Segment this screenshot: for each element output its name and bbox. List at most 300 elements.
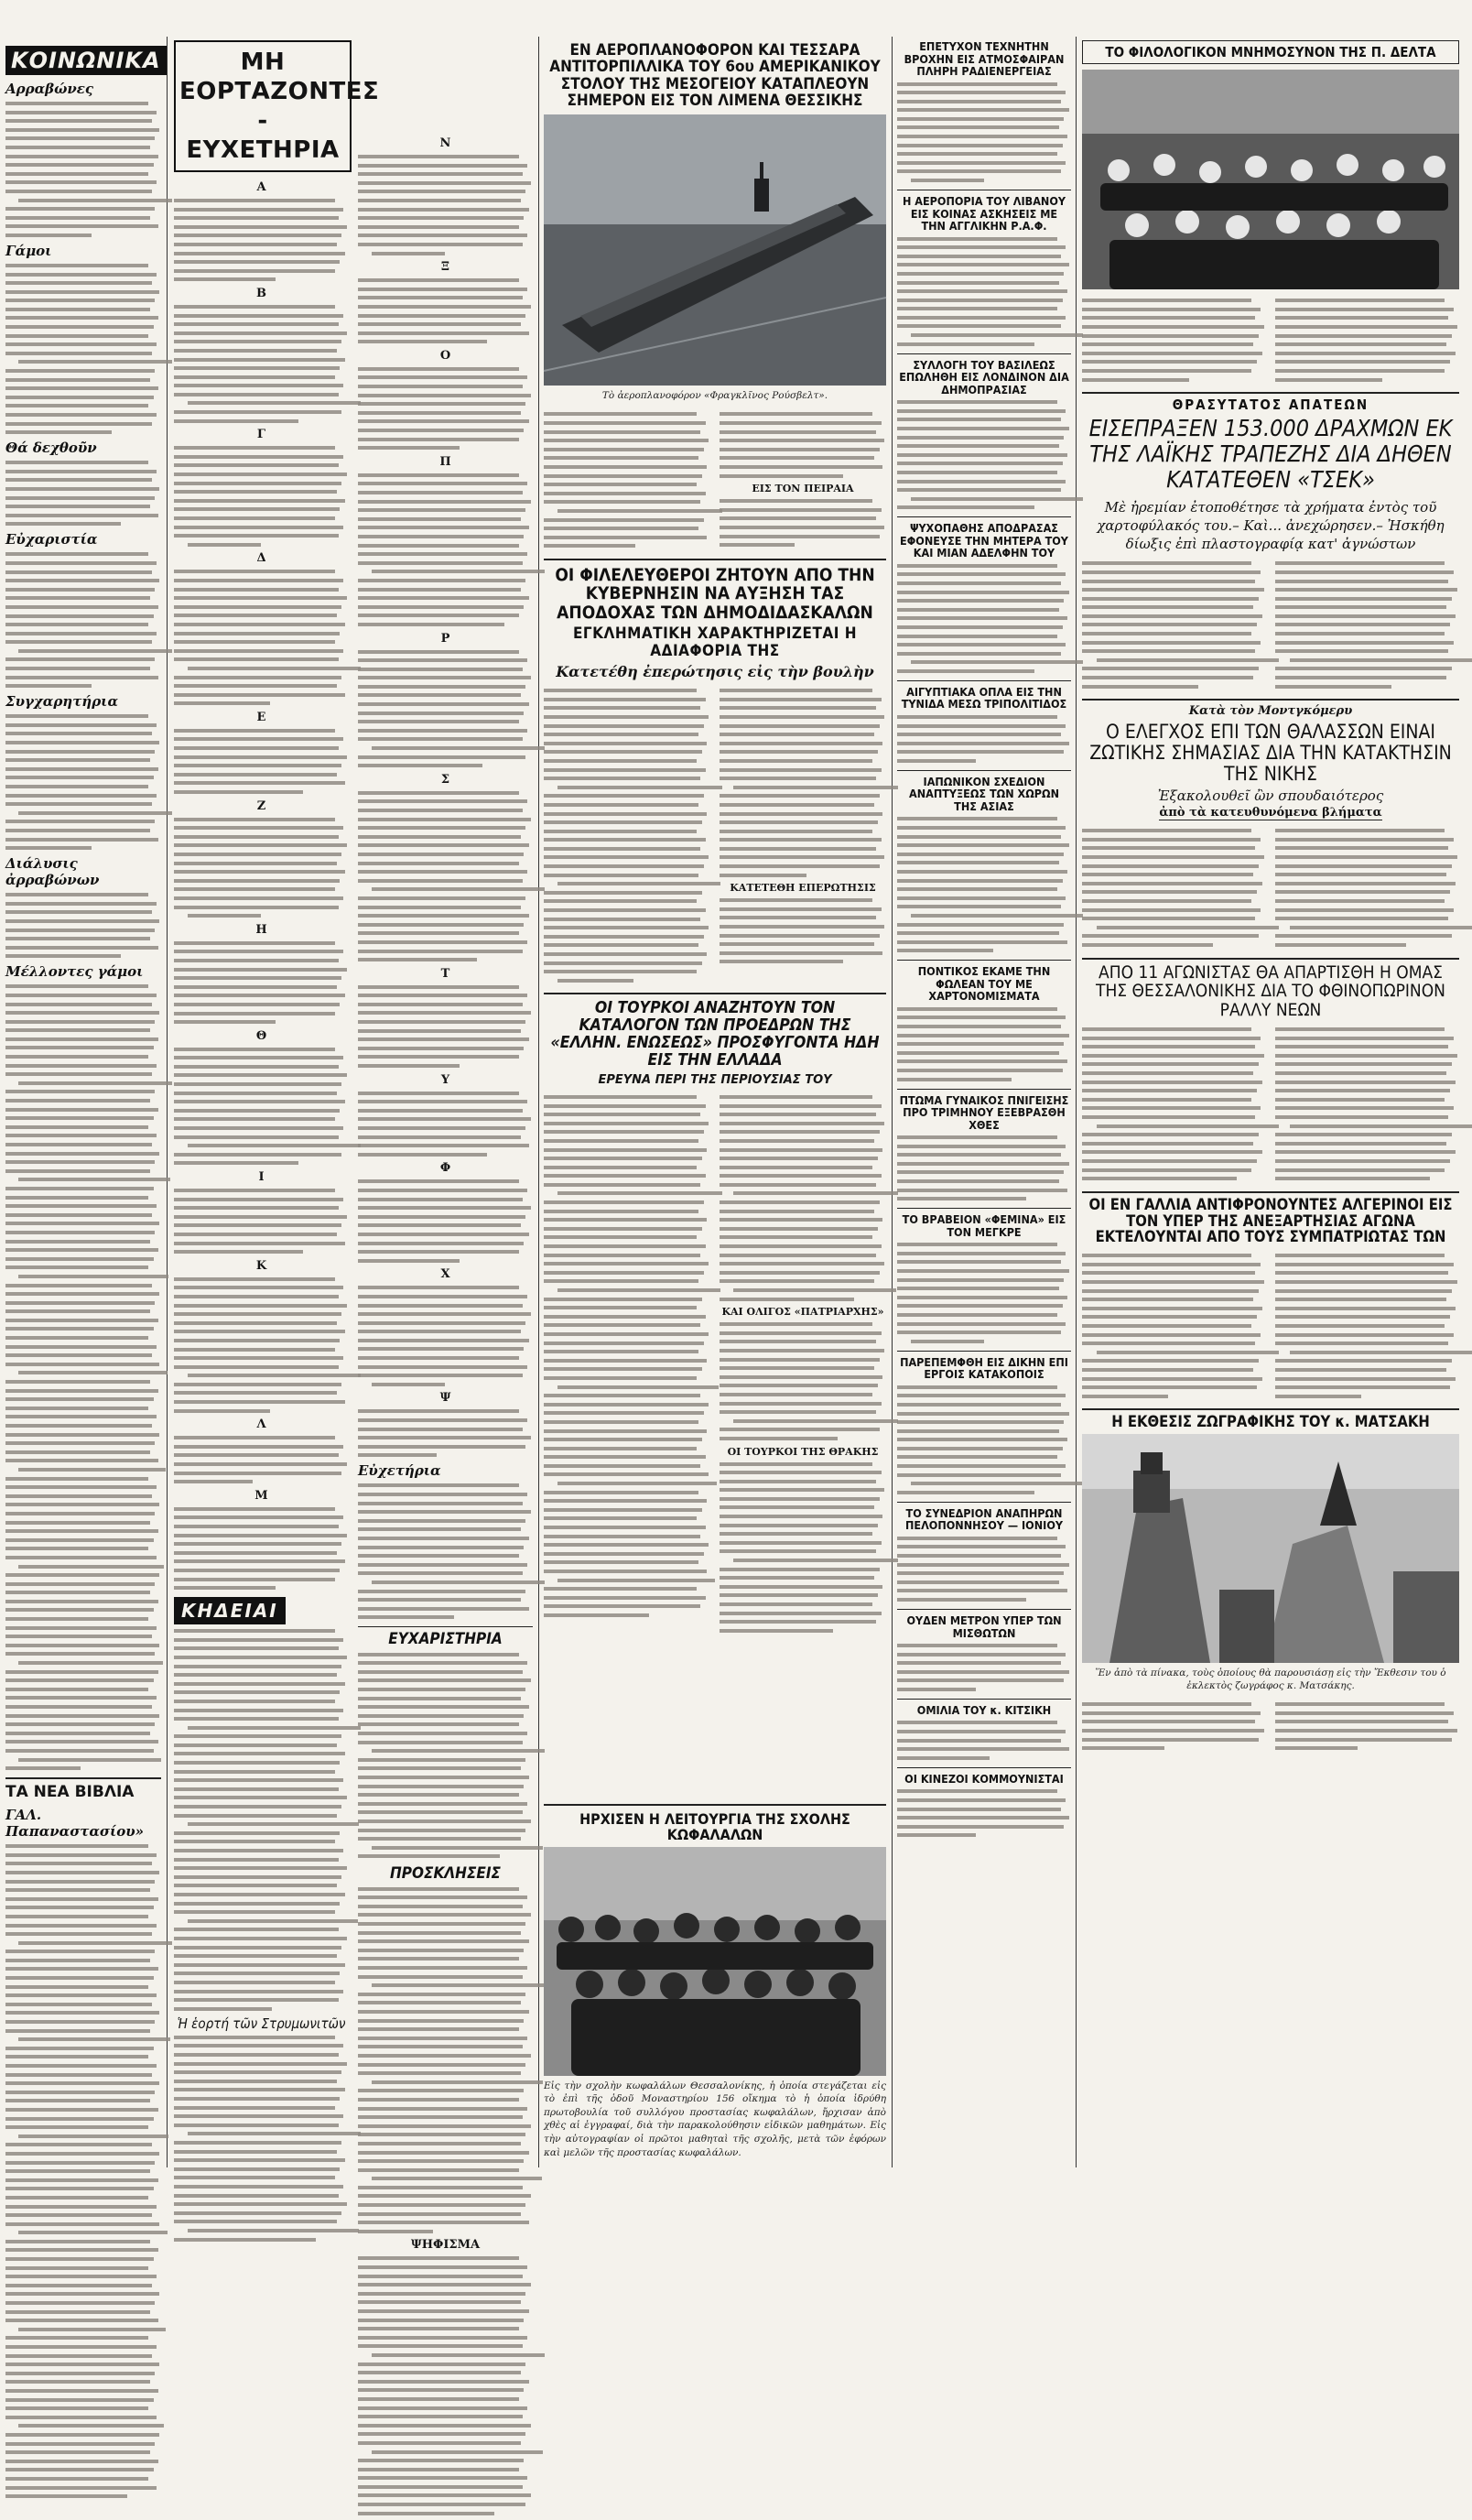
text-line xyxy=(5,119,152,123)
text-line xyxy=(5,2486,157,2490)
text-line xyxy=(897,505,1034,509)
text-line xyxy=(174,216,339,220)
text-line xyxy=(1275,299,1445,302)
text-line xyxy=(358,1436,531,1439)
text-line xyxy=(897,272,1064,276)
text-line xyxy=(174,1831,340,1835)
text-line xyxy=(358,305,531,309)
text-line xyxy=(720,499,872,503)
text-line xyxy=(358,685,525,689)
text-line xyxy=(174,959,339,962)
text-line xyxy=(358,2319,524,2322)
text-lines xyxy=(897,82,1071,183)
text-line xyxy=(897,100,1061,103)
text-line xyxy=(5,1714,159,1718)
text-line xyxy=(1082,588,1264,592)
text-lines xyxy=(5,264,161,434)
text-line xyxy=(358,1741,523,1744)
text-line xyxy=(5,180,157,184)
text-line xyxy=(358,835,521,839)
text-line xyxy=(1082,308,1261,311)
text-line xyxy=(358,2168,519,2172)
text-line xyxy=(544,1499,707,1503)
text-line xyxy=(5,588,155,592)
text-line xyxy=(720,733,874,736)
text-line xyxy=(174,1073,347,1077)
text-line xyxy=(372,2353,545,2357)
text-line xyxy=(5,264,148,267)
text-line xyxy=(18,811,172,815)
brief-headline: ΕΠΕΤΥΧΟΝ ΤΕΧΝΗΤΗΝ ΒΡΟΧΗΝ ΕΙΣ ΑΤΜΟΣΦΑΙΡΑΝ ΠΛΗΡΗ ΡΑΔΙΕΝΕΡΓΕΙΑΣ xyxy=(904,39,1065,78)
text-line xyxy=(1082,943,1213,947)
text-line xyxy=(174,1065,339,1069)
text-line xyxy=(1275,1720,1448,1723)
text-line xyxy=(174,1048,335,1051)
painting-caption: Ἕν ἀπὸ τὰ πίνακα, τοὺς ὁποίους θὰ παρουσιάσῃ εἰς τὴν Ἔκθεσιν του ὁ ἐκλεκτὸς ζωγράφος κ. Ματσάκης. xyxy=(1095,1667,1446,1692)
text-line xyxy=(174,1690,340,1694)
text-line xyxy=(5,396,154,399)
text-line xyxy=(720,1488,884,1492)
algeria-left-text xyxy=(1082,1249,1266,1403)
text-line xyxy=(1275,667,1452,670)
text-line xyxy=(358,1554,519,1558)
algeria-right-text xyxy=(1275,1249,1459,1403)
text-line xyxy=(188,914,261,918)
text-line xyxy=(544,1420,698,1424)
text-line xyxy=(544,855,709,859)
text-line xyxy=(897,263,1069,266)
text-line xyxy=(897,307,1057,310)
text-line xyxy=(897,724,1066,728)
text-line xyxy=(188,1919,357,1923)
text-line xyxy=(174,1348,335,1352)
text-line xyxy=(1082,890,1257,894)
letter-heading: Ο xyxy=(439,348,451,363)
text-line xyxy=(5,216,150,220)
text-line xyxy=(1275,1062,1452,1066)
text-line xyxy=(544,830,697,833)
seas-sub1: Ἐξακολουθεῖ ὢν σπουδαιότερος xyxy=(1157,788,1384,805)
text-line xyxy=(5,2099,150,2102)
text-line xyxy=(544,750,702,754)
text-line xyxy=(174,843,347,847)
text-lines xyxy=(358,2256,533,2515)
text-line xyxy=(544,1244,706,1248)
text-line xyxy=(174,463,339,467)
text-line xyxy=(720,1166,872,1169)
text-line xyxy=(358,508,525,512)
text-line xyxy=(174,1569,340,1572)
text-line xyxy=(1275,1341,1448,1345)
text-line xyxy=(174,764,341,767)
text-line xyxy=(5,614,154,618)
text-line xyxy=(544,1560,698,1564)
text-lines xyxy=(358,1179,533,1262)
text-line xyxy=(5,1670,158,1674)
text-line xyxy=(5,758,150,762)
text-line xyxy=(5,2442,155,2446)
text-line xyxy=(174,1525,339,1528)
text-line xyxy=(5,1591,150,1594)
text-line xyxy=(1290,1351,1472,1354)
text-line xyxy=(720,907,882,911)
letter-heading: Ψ xyxy=(439,1391,451,1406)
text-line xyxy=(720,1428,880,1431)
text-line xyxy=(544,536,707,539)
text-lines xyxy=(1275,1702,1459,1750)
column-rule xyxy=(1076,37,1077,2167)
text-line xyxy=(5,2380,150,2384)
text-line xyxy=(5,2389,158,2393)
text-line xyxy=(358,2441,521,2445)
text-line xyxy=(358,2327,519,2330)
letter-heading: Φ xyxy=(439,1161,451,1176)
painting-body xyxy=(1082,1698,1459,1755)
text-line xyxy=(544,970,697,973)
painting-right-text xyxy=(1275,1698,1459,1755)
text-line xyxy=(174,1840,335,1843)
text-line xyxy=(358,2300,521,2304)
text-line xyxy=(358,1993,525,1996)
memorial-photo xyxy=(1082,70,1459,289)
text-line xyxy=(557,1579,716,1582)
text-line xyxy=(358,1003,523,1006)
text-line xyxy=(174,225,347,229)
text-line xyxy=(720,759,872,763)
text-line xyxy=(358,693,521,697)
text-line xyxy=(174,1875,341,1879)
patriarch-text xyxy=(720,1322,886,1440)
text-line xyxy=(358,296,523,299)
text-line xyxy=(358,668,523,671)
algeria-headline: ΟΙ ΕΝ ΓΑΛΛΙΑ ΑΝΤΙΦΡΟΝΟΥΝΤΕΣ ΑΛΓΕΡΙΝΟΙ ΕΙΣ ΤΟΝ ΥΠΕΡ ΤΗΣ ΑΝΕΞΑΡΤΗΣΙΑΣ ΑΓΩΝΑ ΕΚΤΕΛΟΥΝΤΑΙ ΑΠΟ ΤΟΥΣ ΣΥΜΠΑΤΡΙΩΤΑΣ ΤΩΝ xyxy=(1088,1195,1453,1246)
text-line xyxy=(358,1493,527,1496)
text-line xyxy=(174,2202,347,2206)
text-line xyxy=(5,325,154,329)
text-line xyxy=(174,896,343,900)
text-line xyxy=(544,1526,706,1529)
text-line xyxy=(358,1020,525,1024)
text-line xyxy=(1275,1738,1452,1742)
text-line xyxy=(358,2424,531,2428)
text-line xyxy=(5,2073,152,2077)
letter-heading: Κ xyxy=(255,1258,267,1273)
text-line xyxy=(5,2143,152,2146)
text-line xyxy=(174,1787,339,1791)
text-line xyxy=(720,803,874,807)
text-line xyxy=(897,1287,1059,1290)
text-line xyxy=(544,1367,702,1371)
text-line xyxy=(897,1145,1066,1148)
patriarch-subheading: ΚΑΙ ΟΛΙΓΟΣ «ΠΑΤΡΙΑΡΧΗΣ» xyxy=(721,1306,884,1319)
text-line xyxy=(174,455,343,459)
text-line xyxy=(5,2310,150,2314)
text-line xyxy=(358,1126,525,1130)
text-line xyxy=(174,746,339,750)
brief-headline: ΟΥΔΕΝ ΜΕΤΡΟΝ ΥΠΕΡ ΤΩΝ ΜΙΣΘΩΤΩΝ xyxy=(897,1609,1071,1639)
text-line xyxy=(1275,1307,1456,1310)
text-line xyxy=(358,1092,519,1095)
text-line xyxy=(1082,1324,1251,1328)
text-line xyxy=(358,2142,521,2145)
text-line xyxy=(5,1993,157,1997)
text-line xyxy=(5,378,150,382)
text-line xyxy=(358,906,521,909)
teachers-right xyxy=(720,684,886,987)
text-line xyxy=(720,1104,882,1108)
school-photo xyxy=(544,1847,886,2076)
text-line xyxy=(174,1233,337,1236)
books-body xyxy=(5,1844,161,2498)
text-line xyxy=(174,1778,343,1782)
text-line xyxy=(720,1298,854,1301)
text-line xyxy=(174,1700,335,1703)
text-line xyxy=(1275,855,1457,859)
text-line xyxy=(1082,352,1262,355)
text-line xyxy=(5,207,155,211)
text-line xyxy=(5,2468,154,2471)
text-line xyxy=(358,1259,460,1263)
text-line xyxy=(1275,570,1454,574)
text-line xyxy=(358,544,519,548)
text-line xyxy=(720,742,882,745)
text-line xyxy=(174,1805,341,1809)
text-line xyxy=(174,472,347,476)
social-section-heading: Μέλλοντες γάμοι xyxy=(5,963,144,981)
turks-right xyxy=(720,1091,886,1637)
text-line xyxy=(911,497,1083,501)
text-lines xyxy=(5,552,161,688)
text-line xyxy=(358,711,524,715)
text-line xyxy=(174,1963,345,1967)
text-line xyxy=(1082,369,1251,373)
text-line xyxy=(18,1941,172,1945)
turks-headline: ΟΙ ΤΟΥΡΚΟΙ ΑΝΑΖΗΤΟΥΝ ΤΟΝ ΚΑΤΑΛΟΓΟΝ ΤΩΝ ΠΡΟΕΔΡΩΝ ΤΗΣ «ΕΛΛΗΝ. ΕΝΩΣΕΩΣ» ΠΡΟΣΦΥΓΟΝΤΑ ΗΔΗ ΕΙΣ ΤΗΝ ΕΛΛΑΔΑ xyxy=(550,999,880,1070)
text-line xyxy=(358,367,519,371)
text-line xyxy=(1082,1333,1261,1337)
text-line xyxy=(174,1082,341,1086)
text-line xyxy=(720,812,882,816)
text-line xyxy=(1275,1263,1454,1266)
text-line xyxy=(5,1897,158,1901)
text-line xyxy=(897,896,1066,900)
text-line xyxy=(544,456,698,460)
celebrations-left-list xyxy=(174,176,349,2520)
text-line xyxy=(358,1957,519,1961)
text-line xyxy=(358,940,527,944)
text-line xyxy=(1082,1168,1251,1172)
text-line xyxy=(5,1345,157,1349)
text-line xyxy=(897,1042,1064,1046)
text-line xyxy=(897,400,1057,404)
piraeus-subheading: ΕΙΣ ΤΟΝ ΠΕΙΡΑΙΑ xyxy=(752,483,854,495)
text-line xyxy=(5,776,154,779)
text-line xyxy=(174,588,339,592)
text-line xyxy=(174,1330,345,1333)
text-line xyxy=(358,1819,531,1823)
text-line xyxy=(5,2336,148,2340)
text-line xyxy=(1275,1254,1445,1257)
text-line xyxy=(358,1117,531,1121)
text-line xyxy=(174,2141,341,2145)
text-line xyxy=(720,1148,882,1152)
text-lines xyxy=(5,1844,161,2498)
text-line xyxy=(544,847,700,851)
text-line xyxy=(897,750,1064,754)
text-line xyxy=(5,1985,148,1989)
text-line xyxy=(358,1428,523,1431)
letter-heading: Ι xyxy=(258,1170,265,1184)
text-line xyxy=(5,2187,154,2190)
text-line xyxy=(358,1966,527,1970)
text-line xyxy=(720,1322,872,1326)
text-line xyxy=(544,1113,700,1116)
text-line xyxy=(358,702,529,706)
text-line xyxy=(5,334,148,338)
text-line xyxy=(1082,1106,1261,1110)
text-line xyxy=(544,544,635,548)
text-line xyxy=(544,518,704,522)
text-line xyxy=(5,676,158,679)
text-line xyxy=(5,902,157,906)
text-line xyxy=(1082,1133,1259,1136)
text-line xyxy=(557,882,720,885)
rally-right-text xyxy=(1275,1023,1459,1186)
text-line xyxy=(174,1436,335,1439)
text-line xyxy=(5,422,152,426)
text-line xyxy=(720,1497,880,1501)
text-line xyxy=(544,1218,707,1222)
text-line xyxy=(897,1798,1066,1802)
text-line xyxy=(358,2089,524,2092)
text-line xyxy=(358,791,519,795)
text-line xyxy=(358,234,527,237)
letter-heading: Α xyxy=(256,180,266,194)
text-line xyxy=(720,526,884,529)
text-line xyxy=(358,2493,531,2497)
text-line xyxy=(897,1455,1057,1459)
text-line xyxy=(557,1482,718,1485)
text-line xyxy=(5,1046,154,1049)
text-line xyxy=(720,1505,874,1509)
text-line xyxy=(358,1339,529,1342)
text-line xyxy=(358,737,523,741)
text-lines xyxy=(1082,561,1266,688)
letter-heading: Δ xyxy=(256,551,266,566)
text-line xyxy=(911,1482,1083,1485)
text-line xyxy=(544,961,702,965)
text-line xyxy=(733,1559,898,1562)
text-line xyxy=(358,1810,523,1814)
text-line xyxy=(897,1243,1057,1246)
text-line xyxy=(174,1092,337,1095)
brief-headline: ΤΟ ΣΥΝΕΔΡΙΟΝ ΑΝΑΠΗΡΩΝ ΠΕΛΟΠΟΝΝΗΣΟΥ — ΙΟΝΙΟΥ xyxy=(897,1502,1071,1532)
text-line xyxy=(358,1445,525,1449)
text-lines xyxy=(174,1189,349,1254)
text-line xyxy=(544,768,706,772)
text-line xyxy=(1275,649,1448,653)
text-line xyxy=(1290,658,1472,662)
text-line xyxy=(897,436,1064,440)
text-line xyxy=(897,169,1061,173)
text-line xyxy=(897,1537,1057,1540)
text-line xyxy=(897,1670,1069,1674)
text-line xyxy=(174,1954,337,1958)
text-line xyxy=(5,2319,158,2322)
text-line xyxy=(174,410,341,414)
text-line xyxy=(358,1785,524,1788)
text-line xyxy=(358,1975,523,1979)
text-line xyxy=(174,570,335,573)
text-line xyxy=(174,252,345,255)
text-line xyxy=(174,853,341,856)
text-line xyxy=(5,1265,148,1269)
text-line xyxy=(174,2080,337,2083)
text-line xyxy=(1275,829,1445,832)
text-lines xyxy=(1082,299,1266,381)
text-line xyxy=(174,349,337,353)
text-line xyxy=(897,1034,1069,1037)
text-line xyxy=(174,701,270,705)
text-line xyxy=(1082,1089,1257,1092)
brief-headline: ΟΜΙΛΙΑ ΤΟΥ κ. ΚΙΤΣΙΚΗ xyxy=(897,1699,1071,1717)
text-line xyxy=(358,1330,521,1333)
text-line xyxy=(18,2037,171,2041)
text-line xyxy=(174,199,335,202)
text-lines xyxy=(544,689,710,983)
text-line xyxy=(174,1391,337,1395)
text-line xyxy=(5,2362,159,2366)
text-line xyxy=(358,2212,521,2216)
text-line xyxy=(720,777,876,780)
text-line xyxy=(174,1472,341,1475)
text-line xyxy=(544,803,698,807)
text-lines xyxy=(358,367,533,450)
text-line xyxy=(1082,934,1259,938)
books-subheading: ΓΑΛ. Παπαναστασίου» xyxy=(5,1807,144,1841)
text-line xyxy=(897,1825,1064,1829)
text-line xyxy=(720,1122,884,1125)
text-line xyxy=(5,1503,159,1506)
text-line xyxy=(1082,1729,1264,1732)
text-line xyxy=(5,561,157,565)
text-lines xyxy=(720,412,886,477)
text-line xyxy=(174,2106,335,2110)
text-line xyxy=(733,1191,898,1195)
text-line xyxy=(897,1179,1059,1183)
text-line xyxy=(174,2036,335,2039)
text-line xyxy=(5,1125,148,1129)
text-line xyxy=(5,2494,127,2498)
text-line xyxy=(18,1081,172,1085)
text-line xyxy=(174,950,343,953)
text-line xyxy=(358,596,529,600)
text-line xyxy=(174,1250,303,1254)
text-line xyxy=(911,1340,984,1343)
text-line xyxy=(358,1100,527,1103)
text-lines xyxy=(1275,1027,1459,1180)
teachers-left-text xyxy=(544,684,710,987)
text-line xyxy=(358,623,504,626)
text-line xyxy=(358,288,527,291)
text-line xyxy=(5,172,148,176)
text-line xyxy=(5,1020,155,1024)
text-line xyxy=(174,1656,347,1659)
text-line xyxy=(897,1473,1061,1477)
text-line xyxy=(5,2398,154,2402)
seas-kicker: Κατὰ τὸν Μοντγκόμερυ xyxy=(1188,704,1353,719)
text-line xyxy=(1082,597,1259,601)
